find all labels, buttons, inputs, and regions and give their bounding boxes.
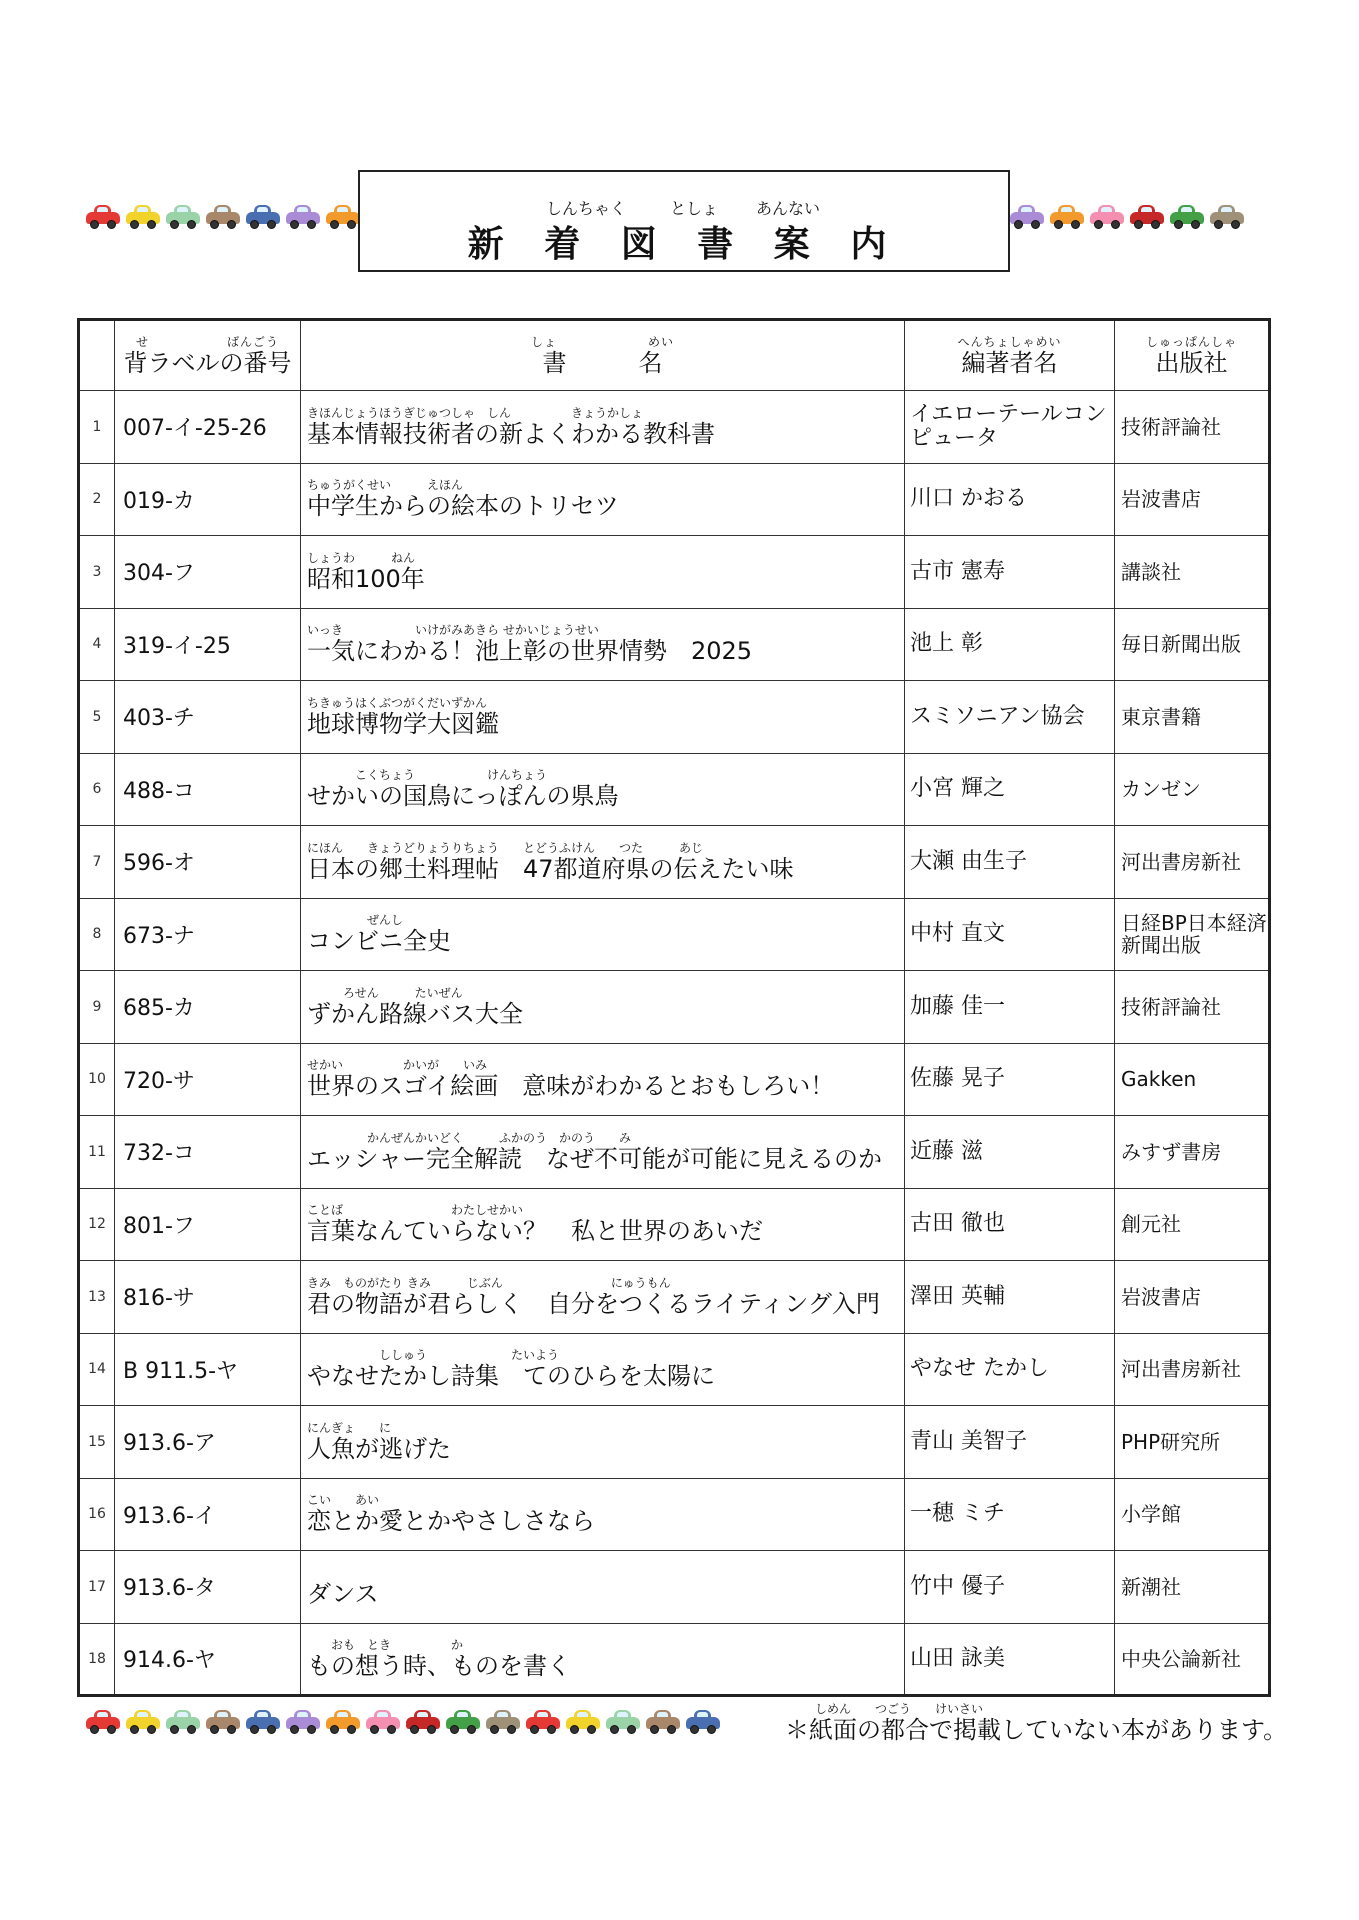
book-title-ruby: きほんじょうほうぎじゅつしゃ しん きょうかしょ <box>307 405 644 420</box>
book-title: 恋とか愛とかやさしさなら <box>307 1507 595 1536</box>
spine-label: 403-チ <box>115 681 301 754</box>
book-title-cell <box>301 898 905 971</box>
spine-label: 720-サ <box>115 1043 301 1116</box>
row-number: 17 <box>79 1551 115 1624</box>
car-icon <box>1050 204 1084 230</box>
car-icon <box>1170 204 1204 230</box>
book-title: 日本の郷土料理帖 47都道府県の伝えたい味 <box>307 854 794 883</box>
car-icon <box>286 204 320 230</box>
publisher: 中央公論新社 <box>1115 1623 1270 1696</box>
title-ruby-1: しんちゃく <box>546 199 627 218</box>
car-icon <box>86 204 120 230</box>
publisher: 新潮社 <box>1115 1551 1270 1624</box>
book-title-ruby: にんぎょ に <box>307 1420 392 1435</box>
spine-label: 488-コ <box>115 753 301 826</box>
spine-label: 801-フ <box>115 1188 301 1261</box>
table-row <box>79 1188 1270 1261</box>
book-title: エッシャー完全解読 なぜ不可能が可能に見えるのか <box>307 1144 883 1173</box>
car-icon <box>166 204 200 230</box>
row-number: 9 <box>79 971 115 1044</box>
car-row-bottom <box>86 1705 720 1735</box>
book-title-ruby: ろせん たいぜん <box>307 985 463 1000</box>
car-icon <box>206 204 240 230</box>
book-title-cell <box>301 1478 905 1551</box>
row-number: 6 <box>79 753 115 826</box>
header-label <box>115 320 301 391</box>
row-number: 15 <box>79 1406 115 1479</box>
car-icon <box>326 1709 360 1735</box>
row-number: 3 <box>79 536 115 609</box>
header-title-text: 書 名 <box>542 348 663 377</box>
row-number: 16 <box>79 1478 115 1551</box>
table-row <box>79 826 1270 899</box>
row-number: 14 <box>79 1333 115 1406</box>
author: 青山 美智子 <box>905 1406 1115 1479</box>
car-icon <box>246 1709 280 1735</box>
table-row <box>79 536 1270 609</box>
table-row <box>79 608 1270 681</box>
footer-note-ruby: しめん つごう けいさい <box>815 1702 984 1716</box>
book-title-ruby: ちきゅうはくぶつがくだいずかん <box>307 695 488 710</box>
publisher: 岩波書店 <box>1115 1261 1270 1334</box>
car-row-top-left <box>86 200 360 230</box>
car-icon <box>126 204 160 230</box>
spine-label: 913.6-タ <box>115 1551 301 1624</box>
car-row-top-right <box>1010 200 1244 230</box>
book-title-ruby: ちゅうがくせい えほん <box>307 478 464 493</box>
book-title-cell <box>301 1623 905 1696</box>
book-title-cell <box>301 1333 905 1406</box>
table-row <box>79 681 1270 754</box>
title-box <box>358 170 1010 272</box>
book-title: 中学生からの絵本のトリセツ <box>307 492 619 521</box>
publisher: 小学館 <box>1115 1478 1270 1551</box>
table-row <box>79 1333 1270 1406</box>
book-title: ずかん路線バス大全 <box>307 999 523 1028</box>
author: 小宮 輝之 <box>905 753 1115 826</box>
author: スミソニアン協会 <box>905 681 1115 754</box>
car-icon <box>606 1709 640 1735</box>
book-title-ruby: こくちょう けんちょう <box>307 768 548 783</box>
car-icon <box>446 1709 480 1735</box>
publisher: 講談社 <box>1115 536 1270 609</box>
header-title <box>301 320 905 391</box>
publisher: 創元社 <box>1115 1188 1270 1261</box>
header-publisher <box>1115 320 1270 391</box>
table-row <box>79 753 1270 826</box>
author: イエローテールコンピュータ <box>905 391 1115 464</box>
book-title-cell <box>301 971 905 1044</box>
author: 古市 憲寿 <box>905 536 1115 609</box>
book-title-ruby: おも とき か <box>307 1637 464 1652</box>
book-title-cell <box>301 1261 905 1334</box>
page-title: 新 着 図 書 案 内 <box>467 224 901 265</box>
book-title: 世界のスゴイ絵画 意味がわかるとおもしろい！ <box>307 1072 835 1101</box>
title-ruby <box>360 196 1008 216</box>
book-title-ruby: しょうわ ねん <box>307 550 416 565</box>
row-number: 8 <box>79 898 115 971</box>
row-number: 12 <box>79 1188 115 1261</box>
author: 古田 徹也 <box>905 1188 1115 1261</box>
row-number: 18 <box>79 1623 115 1696</box>
table-row <box>79 1406 1270 1479</box>
book-title-cell <box>301 1406 905 1479</box>
table-row <box>79 1551 1270 1624</box>
spine-label: 596-オ <box>115 826 301 899</box>
car-icon <box>1010 204 1044 230</box>
author: 加藤 佳一 <box>905 971 1115 1044</box>
publisher: 東京書籍 <box>1115 681 1270 754</box>
table-row <box>79 1261 1270 1334</box>
row-number: 11 <box>79 1116 115 1189</box>
car-icon <box>326 204 360 230</box>
author: 一穂 ミチ <box>905 1478 1115 1551</box>
table-row <box>79 1043 1270 1116</box>
car-icon <box>406 1709 440 1735</box>
author: 佐藤 晃子 <box>905 1043 1115 1116</box>
publisher: 技術評論社 <box>1115 391 1270 464</box>
header-label-ruby: せ ばんごう <box>135 334 279 349</box>
book-title: 言葉なんていらない？ 私と世界のあいだ <box>307 1217 763 1246</box>
author: 近藤 滋 <box>905 1116 1115 1189</box>
book-title: 基本情報技術者の新よくわかる教科書 <box>307 419 715 448</box>
book-title-ruby: いっき いけがみあきら せかいじょうせい <box>307 623 599 638</box>
publisher: みすず書房 <box>1115 1116 1270 1189</box>
author: 山田 詠美 <box>905 1623 1115 1696</box>
row-number: 10 <box>79 1043 115 1116</box>
table-row <box>79 463 1270 536</box>
book-title-cell <box>301 681 905 754</box>
header-author <box>905 320 1115 391</box>
row-number: 7 <box>79 826 115 899</box>
spine-label: 673-ナ <box>115 898 301 971</box>
spine-label: 914.6-ヤ <box>115 1623 301 1696</box>
spine-label: 685-カ <box>115 971 301 1044</box>
author: 竹中 優子 <box>905 1551 1115 1624</box>
car-icon <box>86 1709 120 1735</box>
book-title-ruby: せかい かいが いみ <box>307 1058 488 1073</box>
book-title-ruby: こい あい <box>307 1493 380 1508</box>
car-icon <box>526 1709 560 1735</box>
car-icon <box>206 1709 240 1735</box>
row-number: 13 <box>79 1261 115 1334</box>
car-icon <box>126 1709 160 1735</box>
book-title-cell <box>301 463 905 536</box>
car-icon <box>366 1709 400 1735</box>
spine-label: B 911.5-ヤ <box>115 1333 301 1406</box>
book-title: 地球博物学大図鑑 <box>307 709 499 738</box>
spine-label: 913.6-ア <box>115 1406 301 1479</box>
spine-label: 019-カ <box>115 463 301 536</box>
book-title-cell <box>301 608 905 681</box>
car-icon <box>286 1709 320 1735</box>
book-title-cell <box>301 753 905 826</box>
car-icon <box>646 1709 680 1735</box>
header-row <box>79 320 1270 391</box>
book-title: せかいの国鳥にっぽんの県鳥 <box>307 782 619 811</box>
book-title-cell <box>301 1188 905 1261</box>
spine-label: 007-イ-25-26 <box>115 391 301 464</box>
book-title-cell <box>301 1551 905 1624</box>
car-icon <box>1130 204 1164 230</box>
car-icon <box>1210 204 1244 230</box>
book-title-ruby: かんぜんかいどく ふかのう かのう み <box>307 1130 632 1145</box>
book-title-ruby: きみ ものがたり きみ じぶん にゅうもん <box>307 1275 671 1290</box>
row-number: 4 <box>79 608 115 681</box>
header-publisher-text: 出版社 <box>1155 348 1228 377</box>
publisher: 日経BP日本経済新聞出版 <box>1115 898 1270 971</box>
title-ruby-2: としょ <box>670 199 719 218</box>
footer-note <box>785 1702 1288 1744</box>
book-title: 昭和100年 <box>307 564 425 593</box>
author: 澤田 英輔 <box>905 1261 1115 1334</box>
car-icon <box>1090 204 1124 230</box>
table-row <box>79 971 1270 1044</box>
publisher: 河出書房新社 <box>1115 1333 1270 1406</box>
footer-note-text: ＊紙面の都合で掲載していない本があります。 <box>785 1716 1288 1744</box>
header-publisher-ruby: しゅっぱんしゃ <box>1145 334 1237 349</box>
book-title-cell <box>301 1116 905 1189</box>
car-icon <box>686 1709 720 1735</box>
author: 川口 かおる <box>905 463 1115 536</box>
book-title-cell <box>301 1043 905 1116</box>
spine-label: 913.6-イ <box>115 1478 301 1551</box>
header-author-ruby: へんちょしゃめい <box>957 334 1062 349</box>
author: 池上 彰 <box>905 608 1115 681</box>
book-title-cell <box>301 391 905 464</box>
row-number: 1 <box>79 391 115 464</box>
title-ruby-3: あんない <box>756 199 821 218</box>
book-title: 一気にわかる！池上彰の世界情勢 2025 <box>307 637 753 666</box>
author: やなせ たかし <box>905 1333 1115 1406</box>
table-row <box>79 1478 1270 1551</box>
header-no <box>79 320 115 391</box>
publisher: 技術評論社 <box>1115 971 1270 1044</box>
book-title-cell <box>301 826 905 899</box>
publisher: カンゼン <box>1115 753 1270 826</box>
table-row <box>79 1116 1270 1189</box>
book-title: やなせたかし詩集 てのひらを太陽に <box>307 1362 715 1391</box>
book-title-cell <box>301 536 905 609</box>
book-title: もの想う時、ものを書く <box>307 1651 571 1680</box>
spine-label: 304-フ <box>115 536 301 609</box>
book-title: ダンス <box>307 1579 379 1608</box>
book-title: コンビニ全史 <box>307 927 451 956</box>
table-row <box>79 391 1270 464</box>
spine-label: 319-イ-25 <box>115 608 301 681</box>
car-icon <box>486 1709 520 1735</box>
publisher: PHP研究所 <box>1115 1406 1270 1479</box>
book-title: 人魚が逃げた <box>307 1434 451 1463</box>
book-title-ruby: ししゅう たいよう <box>307 1348 560 1363</box>
spine-label: 732-コ <box>115 1116 301 1189</box>
header-title-ruby: しょ めい <box>530 334 674 349</box>
publisher: 河出書房新社 <box>1115 826 1270 899</box>
car-icon <box>166 1709 200 1735</box>
author: 中村 直文 <box>905 898 1115 971</box>
publisher: Gakken <box>1115 1043 1270 1116</box>
book-title: 君の物語が君らしく 自分をつくるライティング入門 <box>307 1289 880 1318</box>
book-title-ruby: ぜんし <box>307 913 404 928</box>
author: 大瀬 由生子 <box>905 826 1115 899</box>
car-icon <box>246 204 280 230</box>
book-table <box>77 318 1271 1697</box>
table-row <box>79 1623 1270 1696</box>
header-label-text: 背ラベルの番号 <box>123 348 292 377</box>
row-number: 2 <box>79 463 115 536</box>
spine-label: 816-サ <box>115 1261 301 1334</box>
table-row <box>79 898 1270 971</box>
book-title-ruby: ことば わたしせかい <box>307 1203 524 1218</box>
book-title-ruby: にほん きょうどりょうりちょう とどうふけん つた あじ <box>307 840 704 855</box>
publisher: 毎日新聞出版 <box>1115 608 1270 681</box>
row-number: 5 <box>79 681 115 754</box>
header-author-text: 編著者名 <box>961 348 1058 377</box>
book-title-ruby <box>307 1566 904 1580</box>
car-icon <box>566 1709 600 1735</box>
publisher: 岩波書店 <box>1115 463 1270 536</box>
